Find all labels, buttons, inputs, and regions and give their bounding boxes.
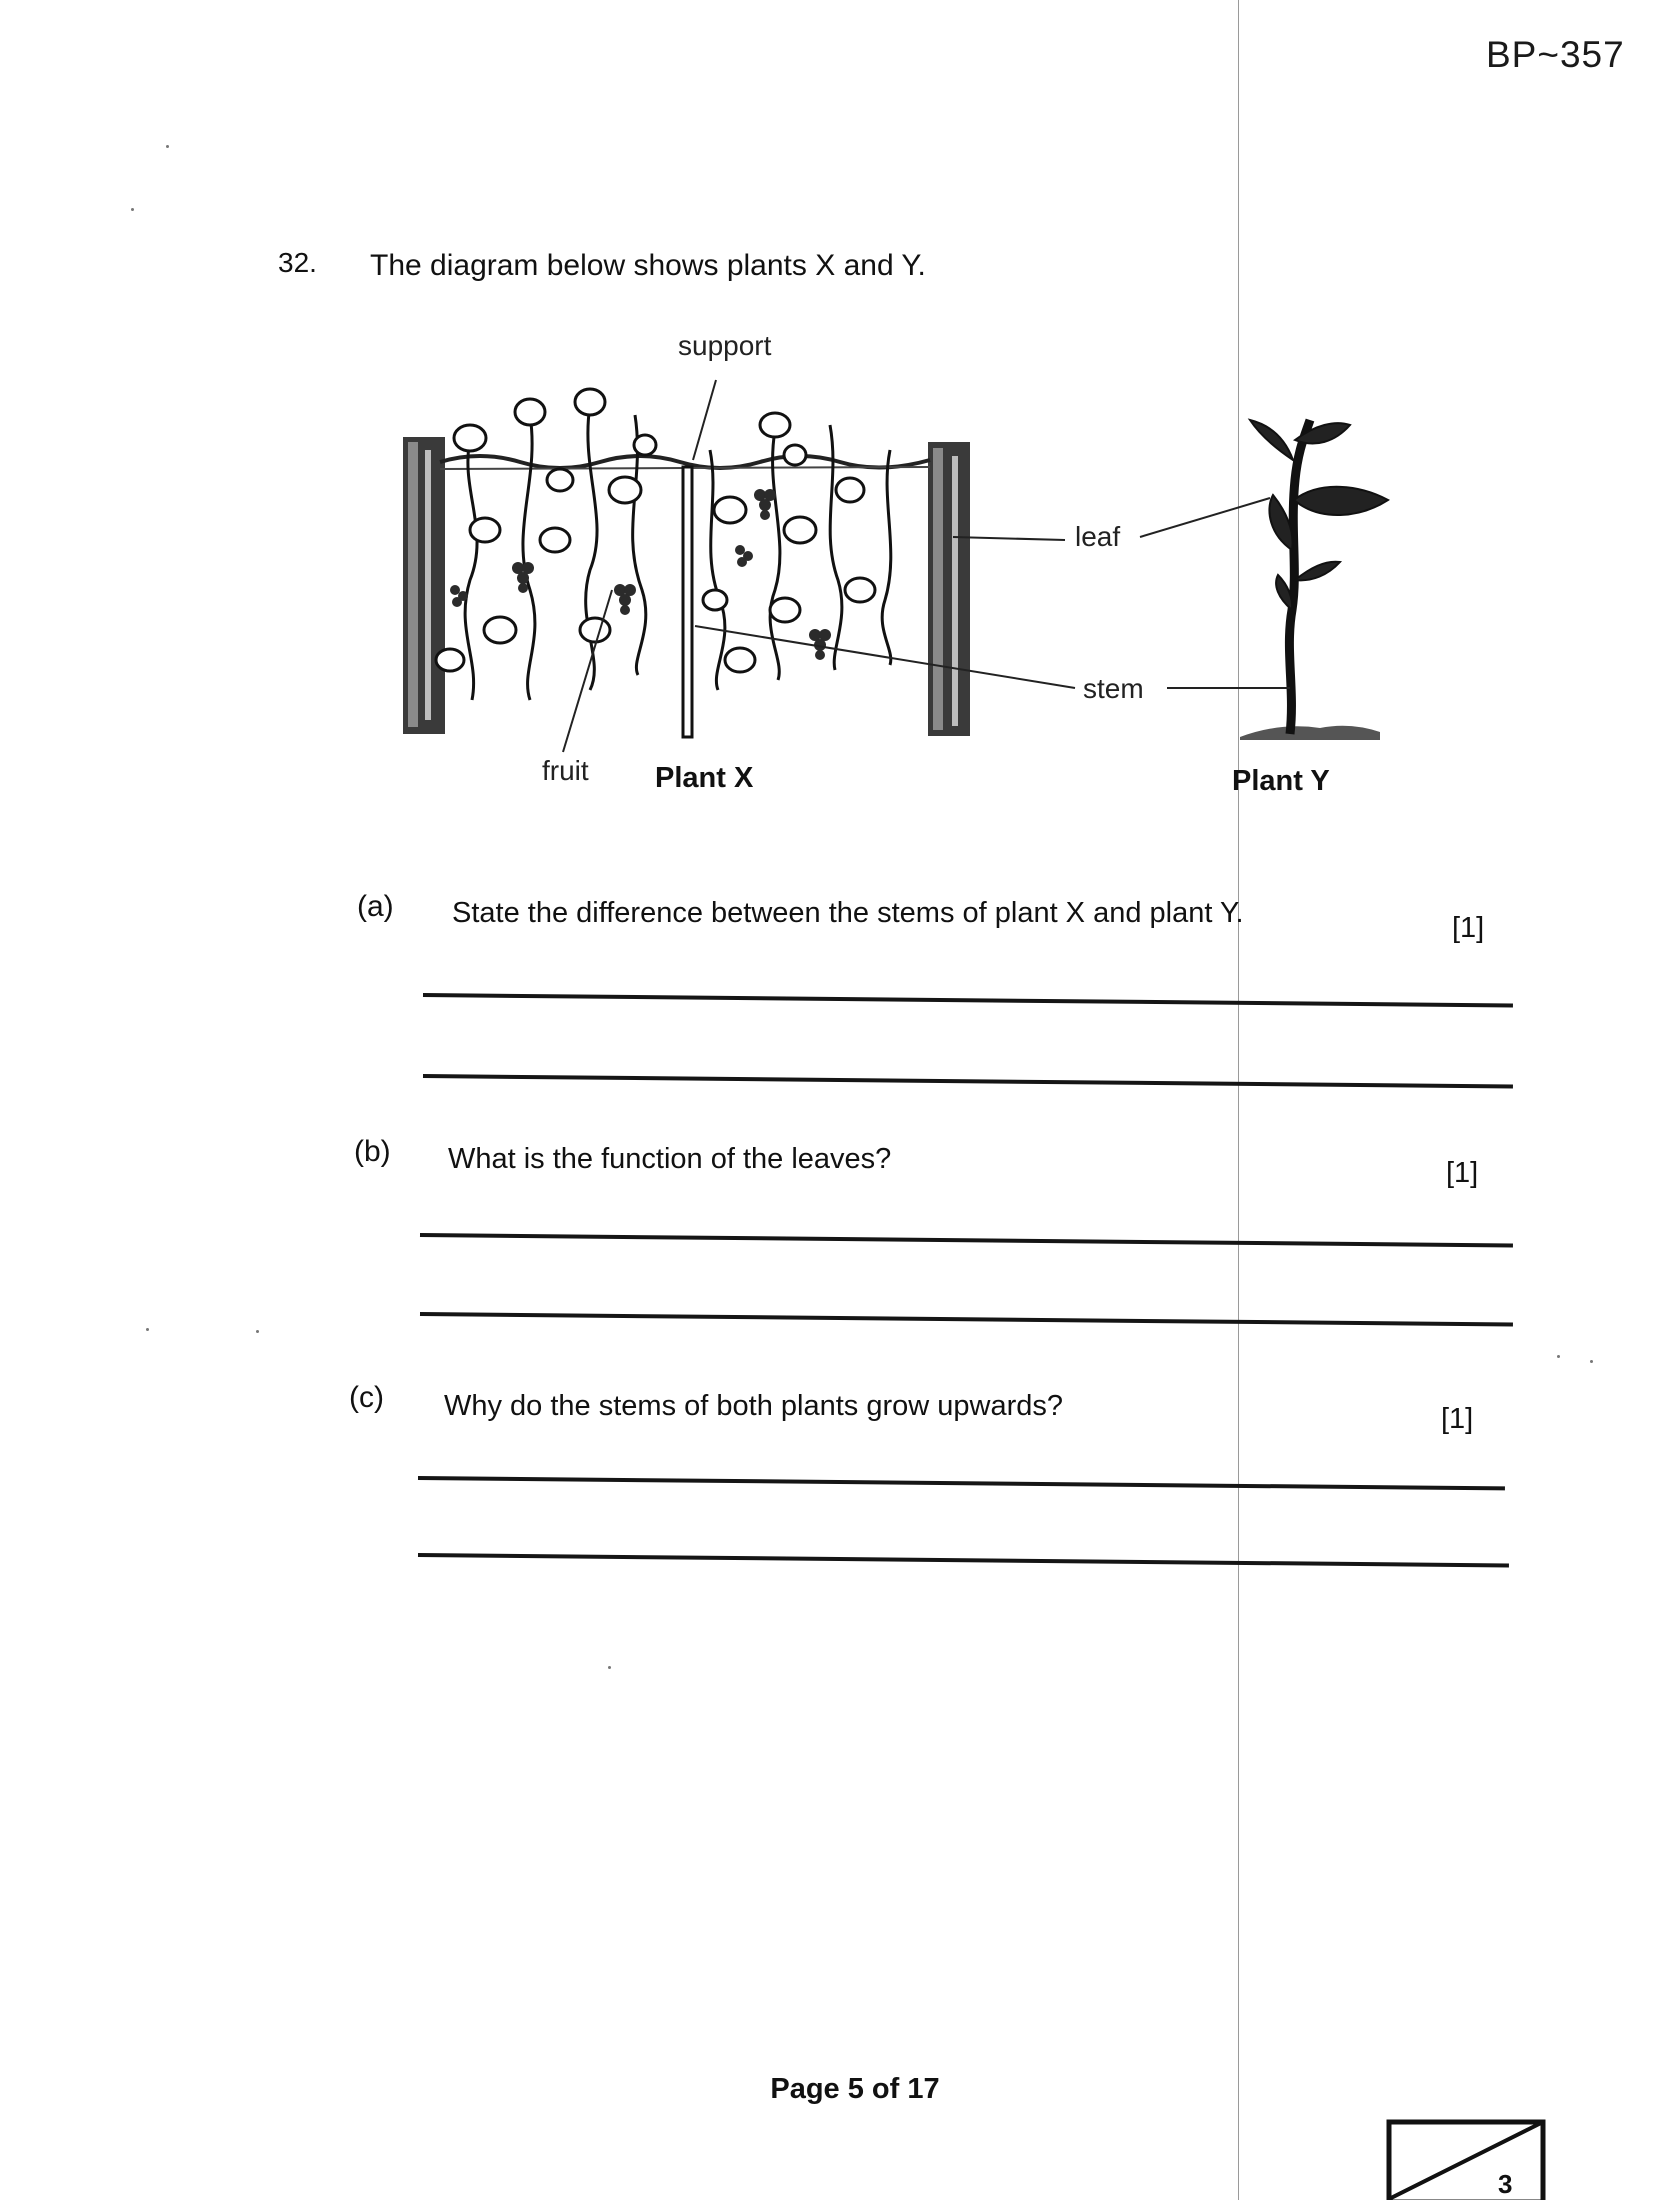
fruit-label: fruit — [542, 755, 589, 786]
plants-diagram — [380, 330, 1420, 810]
stem-label: stem — [1083, 673, 1144, 704]
question-text: The diagram below shows plants X and Y. — [370, 249, 926, 282]
support-label: support — [678, 330, 772, 361]
central-support — [683, 467, 692, 737]
plant-x-illustration — [403, 389, 970, 737]
part-c-answer-line-1[interactable] — [418, 1476, 1505, 1490]
part-b-question: What is the function of the leaves? — [448, 1143, 892, 1175]
question-number: 32. — [278, 247, 317, 278]
scan-speck — [1557, 1355, 1560, 1358]
part-c-marks: [1] — [1441, 1403, 1474, 1435]
part-a-answer-line-2[interactable] — [423, 1074, 1513, 1088]
part-a-answer-line-1[interactable] — [423, 993, 1513, 1007]
part-b-marks: [1] — [1446, 1157, 1479, 1189]
label-leaders — [563, 380, 1290, 752]
score-box-total: 3 — [1498, 2169, 1513, 2199]
left-post — [403, 437, 445, 734]
part-c-question: Why do the stems of both plants grow upwards? — [444, 1390, 1063, 1422]
scan-speck — [146, 1328, 149, 1331]
part-c-label: (c) — [349, 1381, 384, 1414]
scan-speck — [1590, 1360, 1593, 1363]
part-c-answer-line-2[interactable] — [418, 1553, 1509, 1567]
scan-speck — [608, 1666, 611, 1669]
part-b-label: (b) — [354, 1135, 391, 1168]
score-box — [1386, 2119, 1546, 2200]
plant-y-illustration — [1240, 420, 1388, 740]
page-number: Page 5 of 17 — [770, 2073, 940, 2105]
leaf-label: leaf — [1075, 521, 1121, 552]
scan-speck — [131, 208, 134, 211]
paper-code: BP~357 — [1486, 34, 1625, 75]
scan-speck — [166, 145, 169, 148]
part-b-answer-line-1[interactable] — [420, 1233, 1513, 1247]
part-a-marks: [1] — [1452, 912, 1485, 944]
plant-y-caption: Plant Y — [1232, 765, 1330, 797]
vine-leaves — [436, 389, 875, 672]
plant-x-caption: Plant X — [655, 762, 754, 794]
scan-speck — [256, 1330, 259, 1333]
part-a-label: (a) — [357, 890, 394, 923]
part-b-answer-line-2[interactable] — [420, 1312, 1513, 1326]
part-a-question: State the difference between the stems of plant X and plant Y. — [452, 897, 1244, 929]
right-post — [928, 442, 970, 736]
